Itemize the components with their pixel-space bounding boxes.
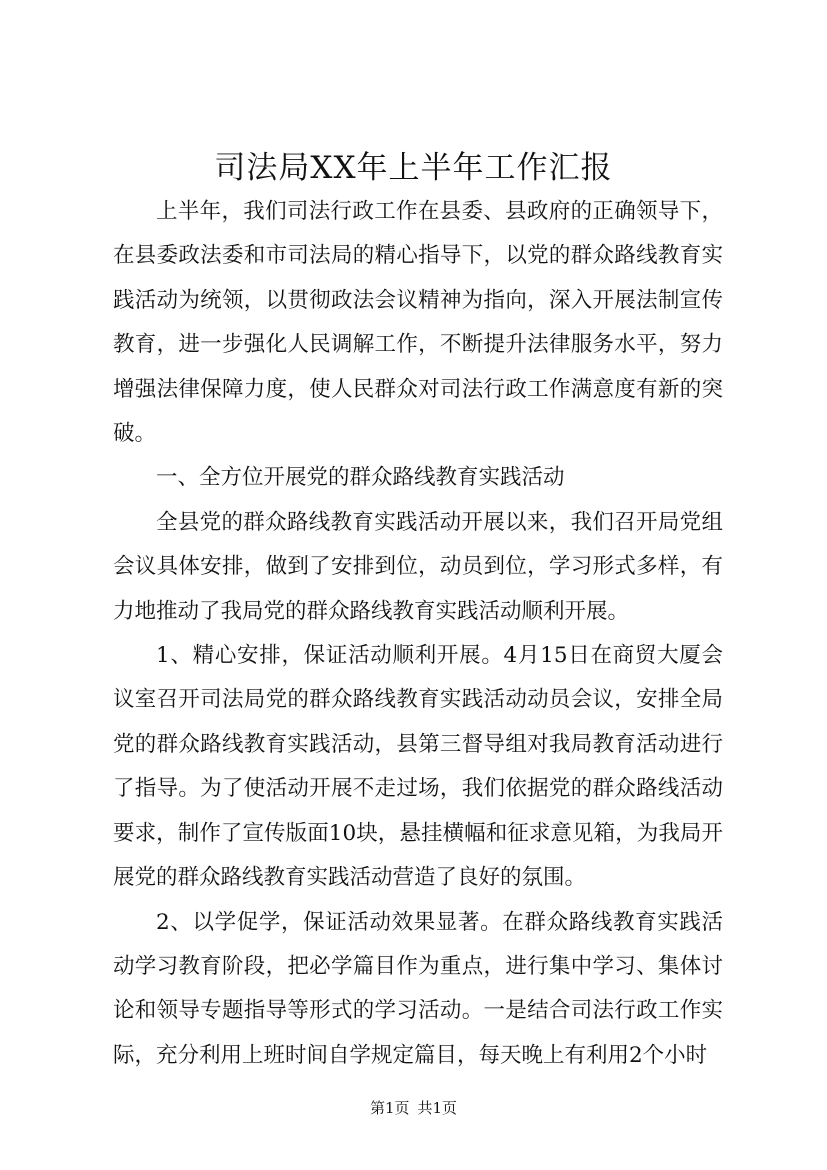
page-footer — [0, 1098, 827, 1118]
document-body — [113, 190, 723, 1078]
paragraph-overview: 全县党的群众路线教育实践活动开展以来，我们召开局党组会议具体安排，做到了安排到位，动员到位，学习形式多样，有力地推动了我局党的群众路线教育实践活动顺利开展。 — [113, 509, 723, 624]
paragraph-intro: 上半年，我们司法行政工作在县委、县政府的正确领导下，在县委政法委和市司法局的精心指导下，以党的群众路线教育实践活动为统领，以贯彻政法会议精神为指向，深入开展法制宣传教育，进一步强化人民调解工作，不断提升法律服务水平，努力增强法律保障力度，使人民群众对司法行政工作满意度有新的突破。 — [113, 199, 723, 447]
paragraph-item-2: 2、以学促学，保证活动效果显著。在群众路线教育实践活动学习教育阶段，把必学篇目作为重点，进行集中学习、集体讨论和领导专题指导等形式的学习活动。一是结合司法行政工作实际，充分利用上班时间自学规定篇目，每天晚上有利用2个小时 — [113, 909, 723, 1068]
section-heading: 一、全方位开展党的群众路线教育实践活动 — [156, 465, 565, 491]
paragraph-item-1: 1、精心安排，保证活动顺利开展。4月15日在商贸大厦会议室召开司法局党的群众路线教育实践活动动员会议，安排全局党的群众路线教育实践活动，县第三督导组对我局教育活动进行了指导。为了使活动开展不走过场，我们依据党的群众路线活动要求，制作了宣传版面10块，悬挂横幅和征求意见箱，为我局开展党的群众路线教育实践活动营造了良好的氛围。 — [113, 643, 723, 891]
document-title: 司法局XX年上半年工作汇报 — [214, 150, 613, 186]
page-total: 共1页 — [417, 1099, 458, 1117]
page-number: 第1页 — [369, 1099, 410, 1117]
